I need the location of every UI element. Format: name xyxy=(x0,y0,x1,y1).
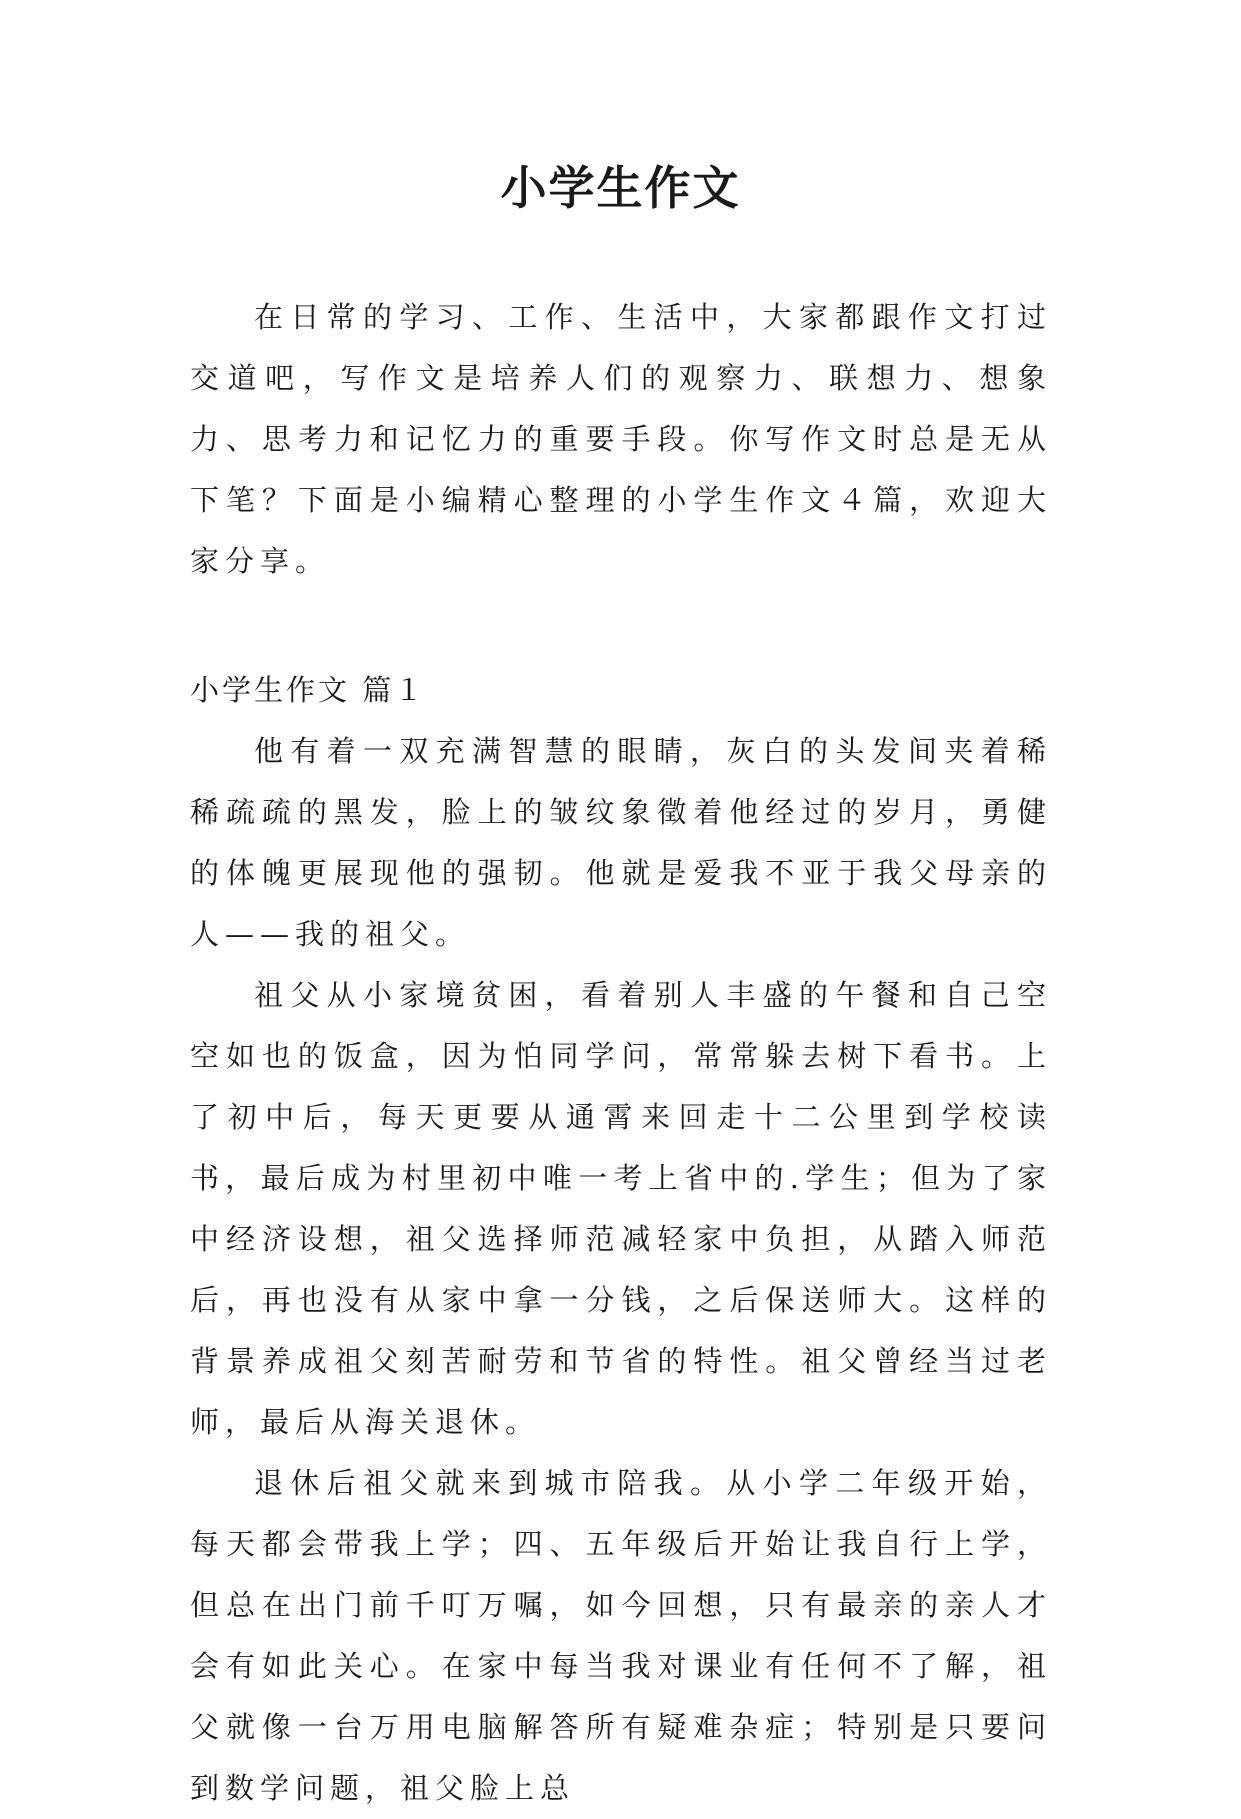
body-paragraph-2: 祖父从小家境贫困，看着别人丰盛的午餐和自己空空如也的饭盒，因为怕同学问，常常躲去树下看书。上了初中后，每天更要从通霄来回走十二公里到学校读书，最后成为村里初中唯一考上省中的.学生；但为了家中经济设想，祖父选择师范减轻家中负担，从踏入师范后，再也没有从家中拿一分钱，之后保送师大。这样的背景养成祖父刻苦耐劳和节省的特性。祖父曾经当过老师，最后从海关退休。 xyxy=(190,978,1052,1439)
document-title: 小学生作文 xyxy=(500,161,741,215)
body-paragraph-3: 退休后祖父就来到城市陪我。从小学二年级开始，每天都会带我上学；四、五年级后开始让我自行上学，但总在出门前千叮万嘱，如今回想，只有最亲的亲人才会有如此关心。在家中每当我对课业有任何不了解，祖父就像一台万用电脑解答所有疑难杂症；特别是只要问到数学问题，祖父脸上总 xyxy=(190,1466,1052,1805)
body-paragraph-1: 他有着一双充满智慧的眼睛，灰白的头发间夹着稀稀疏疏的黑发，脸上的皱纹象徵着他经过的岁月，勇健的体魄更展现他的强韧。他就是爱我不亚于我父母亲的人——我的祖父。 xyxy=(190,734,1052,951)
document-body xyxy=(190,287,1052,1819)
intro-paragraph: 在日常的学习、工作、生活中，大家都跟作文打过交道吧，写作文是培养人们的观察力、联想力、想象力、思考力和记忆力的重要手段。你写作文时总是无从下笔？下面是小编精心整理的小学生作文４篇，欢迎大家分享。 xyxy=(190,300,1052,578)
section-heading: 小学生作文 篇１ xyxy=(190,673,427,707)
